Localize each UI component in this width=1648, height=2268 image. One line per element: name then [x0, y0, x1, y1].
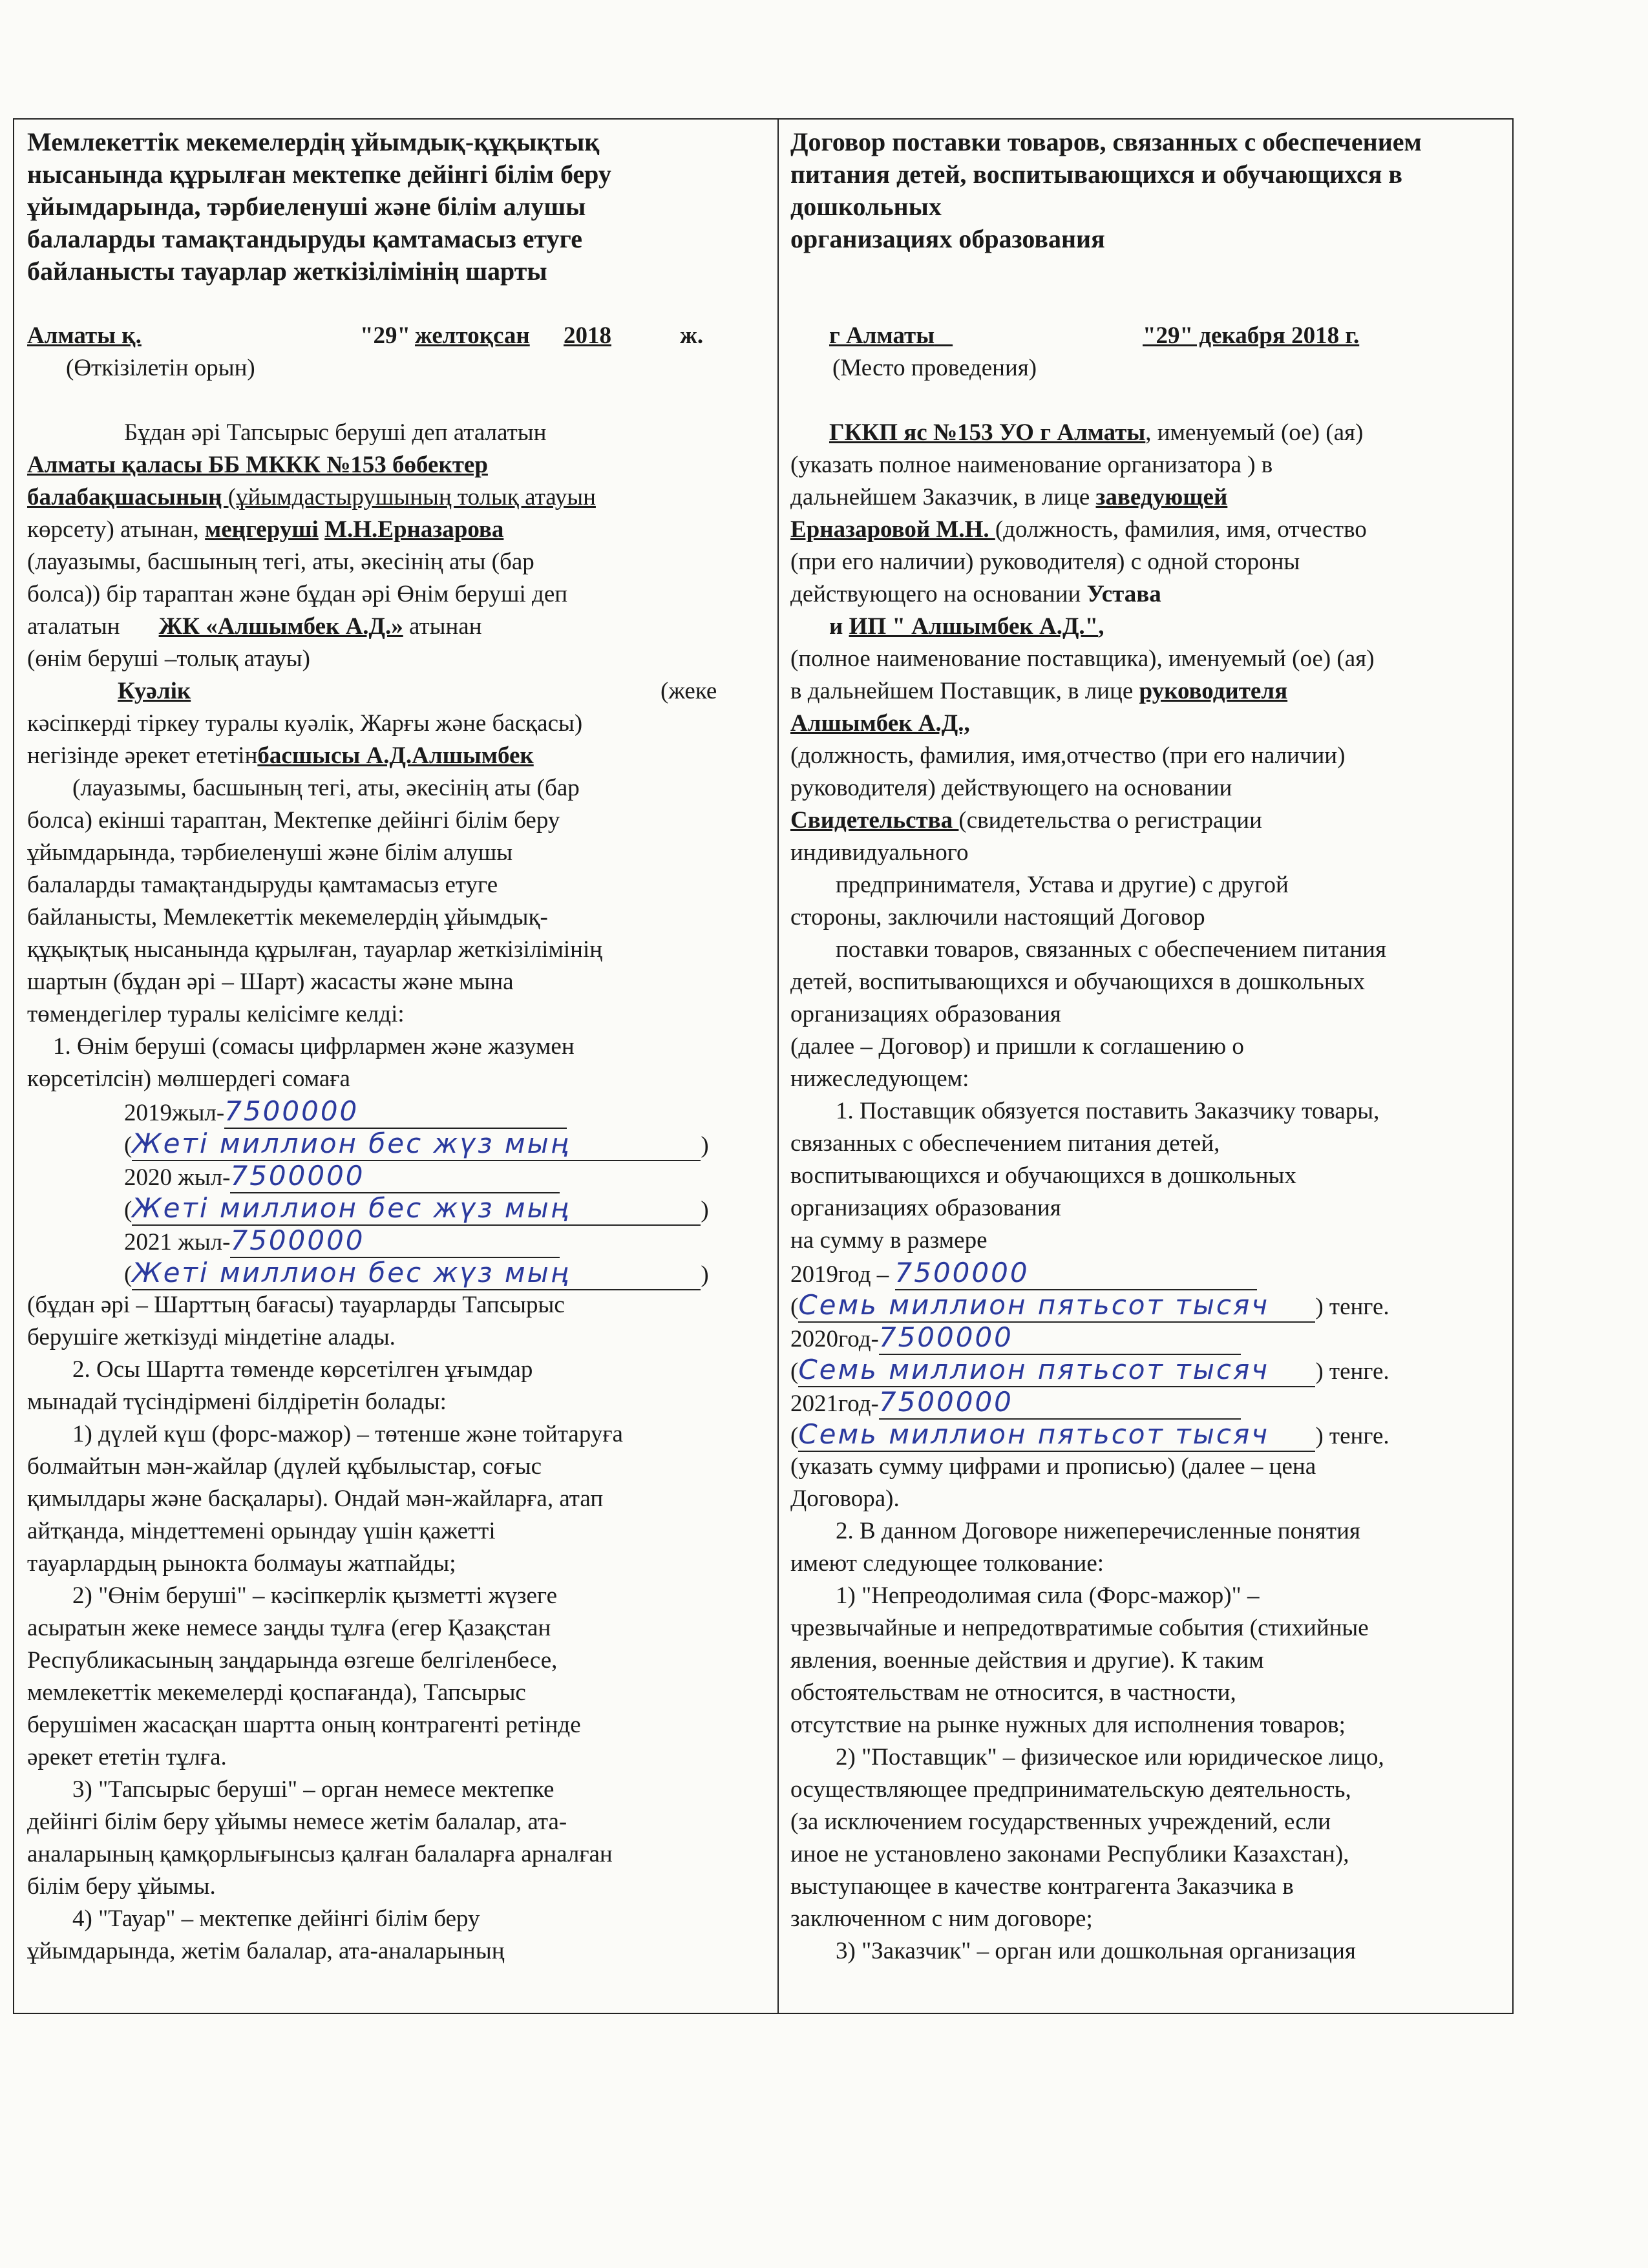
- org-name: Алматы қаласы ББ МККК №153 бөбектер: [27, 452, 488, 478]
- kazakh-date-line: Алматы қ. "29" желтоқсан 2018 ж.: [27, 320, 770, 352]
- kazakh-column: Мемлекеттік мекемелердің ұйымдық-құқықтық нысанында құрылған мектепке дейінгі білім беру ұйымдарында, тәрбиеленуші және білім алушы балаларды тамақтандыруды қамтамасыз етуге байланысты тауарлар жеткізілімінің шарты Алматы қ. "29" желтоқсан 2018 ж. (Өткізілетін орын) Бұдан әрі Тапсырыс беруші деп аталатын Алматы қаласы ББ МККК №153 бөбектер балабақшасының (ұйымдастырушының толық атауын көрсету) атынан, меңгеруші М.Н.Ерназарова (лауазымы, басшының тегі, аты, әкесінің аты (бар болса)) бір тараптан және бұдан әрі Өнім беруші деп аталатын ЖК «Алшымбек А.Д.» атынан (өнім беруші –толық атауы) Куәлік (жеке кәсіпкерді тіркеу туралы куәлік, Жарғы және басқасы) негізінде әрекет ететінбасшысы А.Д.Алшымбек (лауазымы, басшының тегі, аты, әкесінің аты (бар болса) екінші тараптан, Мектепке дейінгі білім беру ұйымдарында, тәрбиеленуші және білім алушы балаларды тамақтандыруды қамтамасыз етуге байланысты, Мемлекеттік мекемелердің ұйымдық- құқықтық нысанында құрылған, тауарлар жеткізілімінің шартын (бұдан әрі – Шарт) жасасты және мына төмендегілер туралы келісімге келді: 1. Өнім беруші (сомасы цифрлармен және жазумен көрсетілсін) мөлшердегі сомаға 2019жыл-7500000 (Жеті миллион бес жүз мың ) 2020 жыл-7500000 (Жеті миллион бес жүз мың ) 2021 жыл-7500000 (Жеті миллион бес жүз мың ) (бұдан әрі – Шарттың бағасы) тауарларды Тапсырыс берушіге жеткізуді міндетіне алады. 2. Осы Шартта төменде көрсетілген ұғымдар мынадай түсіндірмені білдіретін болады: 1) дүлей күш (форс-мажор) – төтенше және тойтаруға болмайтын мән-жайлар (дүлей құбылыстар, соғыс қимылдары және басқалары). Ондай мән-жайларға, атап айтқанда, міндеттемені орындау үшін қажетті тауарлардың рынокта болмауы жатпайды; 2) "Өнім беруші" – кәсіпкерлік қызметті жүзеге асыратын жеке немесе заңды тұлға (егер Қазақстан Республикасының заңдарында өзгеше белгіленбесе, мемлекеттік мекемелерді қоспағанда), Тапсырыс берушімен жасасқан шартта оның контрагенті ретінде әрекет ететін тұлға. 3) "Тапсырыс беруші" – орган немесе мектепке дейінгі білім беру ұйымы немесе жетім балалар, ата- аналарының қамқорлығынсыз қалған балаларға арналған білім беру ұйымы. 4) "Тауар" – мектепке дейінгі білім беру ұйымдарында, жетім балалар, ата-аналарының: [27, 126, 770, 1968]
- column-divider: [777, 120, 779, 2013]
- ru-year-2019-row: 2019год – 7500000: [790, 1257, 1505, 1289]
- handwritten-words: Жеті миллион бес жүз мың: [132, 1128, 701, 1161]
- ru-year-2021-row: 2021год-7500000: [790, 1386, 1505, 1418]
- director-name: М.Н.Ерназарова: [324, 516, 504, 543]
- org-name-ru: ГККП яс №153 УО г Алматы: [829, 419, 1146, 446]
- handwritten-amount: 7500000: [224, 1095, 567, 1129]
- year-2020-row: 2020 жыл-7500000: [27, 1160, 770, 1192]
- year-2021-row: 2021 жыл-7500000: [27, 1224, 770, 1257]
- two-column-table: [13, 118, 1514, 2014]
- russian-column: Договор поставки товаров, связанных с обеспечением питания детей, воспитывающихся и обучающихся в дошкольных организациях образования г Алматы _ "29" декабря 2018 г. (Место проведения) ГККП яс №153 УО г Алматы, именуемый (ое) (ая) (указать полное наименование организатора ) в дальнейшем Заказчик, в лице заведующей Ерназаровой М.Н. (должность, фамилия, имя, отчество (при его наличии) руководителя) с одной стороны действующего на основании Устава и ИП " Алшымбек А.Д.", (полное наименование поставщика), именуемый (ое) (ая) в дальнейшем Поставщик, в лице руководителя Алшымбек А.Д., (должность, фамилия, имя,отчество (при его наличии) руководителя) действующего на основании Свидетельства (свидетельства о регистрации индивидуального предпринимателя, Устава и другие) с другой стороны, заключили настоящий Договор поставки товаров, связанных с обеспечением питания детей, воспитывающихся и обучающихся в дошкольных организациях образования (далее – Договор) и пришли к соглашению о нижеследующем: 1. Поставщик обязуется поставить Заказчику товары, связанных с обеспечением питания детей, воспитывающихся и обучающихся в дошкольных организациях образования на сумму в размере 2019год – 7500000 (Семь миллион пятьсот тысяч ) тенге. 2020год-7500000 (Семь миллион пятьсот тысяч ) тенге. 2021год-7500000 (Семь миллион пятьсот тысяч ) тенге. (указать сумму цифрами и прописью) (далее – цена Договора). 2. В данном Договоре нижеперечисленные понятия имеют следующее толкование: 1) "Непреодолимая сила (Форс-мажор)" – чрезвычайные и непредотвратимые события (стихийные явления, военные действия и другие). К таким обстоятельствам не относится, в частности, отсутствие на рынке нужных для исполнения товаров; 2) "Поставщик" – физическое или юридическое лицо, осуществляющее предпринимательскую деятельность, (за исключением государственных учреждений, если иное не установлено законами Республики Казахстан), выступающее в качестве контрагента Заказчика в заключенном с ним договоре; 3) "Заказчик" – орган или дошкольная организация: [790, 126, 1505, 1968]
- year-2019-row: 2019жыл-7500000: [27, 1095, 770, 1128]
- russian-title: Договор поставки товаров, связанных с обеспечением питания детей, воспитывающихся и обучающихся в дошкольных организациях образования: [790, 127, 1422, 253]
- city: Алматы қ.: [27, 322, 142, 349]
- supplier-name: ЖК «Алшымбек А.Д.»: [158, 613, 403, 640]
- date-month: желтоқсан: [415, 322, 530, 349]
- kazakh-title: Мемлекеттік мекемелердің ұйымдық-құқықтық нысанында құрылған мектепке дейінгі білім беру ұйымдарында, тәрбиеленуші және білім алушы балаларды тамақтандыруды қамтамасыз етуге байланысты тауарлар жеткізілімінің шарты: [27, 127, 611, 286]
- supplier-name-ru: ИП " Алшымбек А.Д.": [849, 613, 1099, 640]
- russian-date-line: г Алматы _ "29" декабря 2018 г.: [829, 322, 1360, 349]
- ru-year-2020-row: 2020год-7500000: [790, 1321, 1505, 1354]
